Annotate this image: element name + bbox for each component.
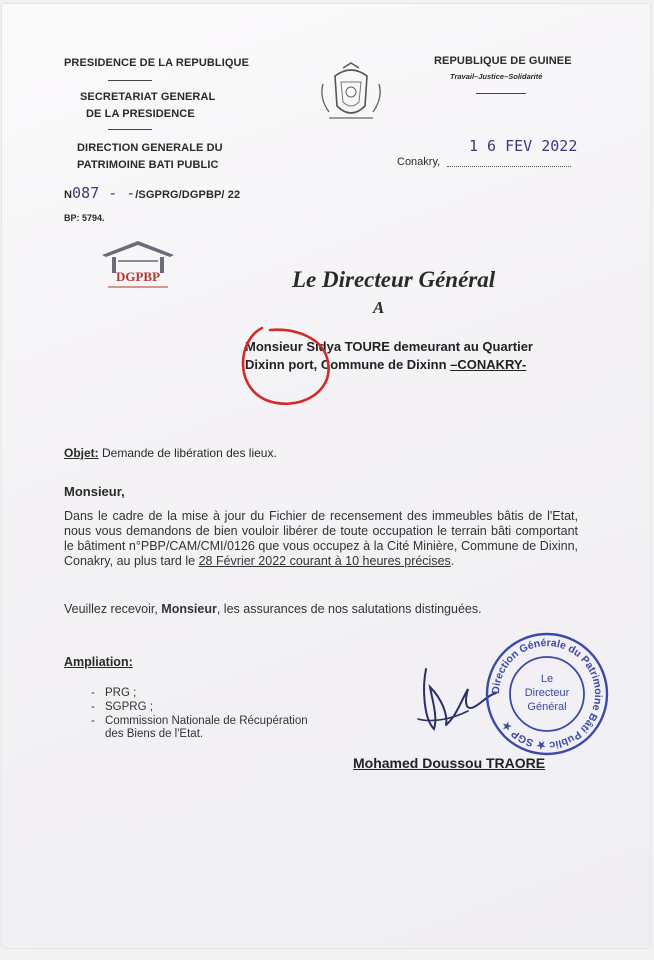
ampliation-list — [105, 686, 308, 728]
po-box: BP: 5794. — [64, 213, 105, 223]
red-circle-annotation — [230, 316, 340, 412]
ampliation-item-continued: des Biens de l'Etat. — [105, 728, 204, 740]
direction-subheading: PATRIMOINE BATI PUBLIC — [77, 159, 219, 171]
sender-title: Le Directeur Général — [292, 267, 496, 292]
stamp-line-1: Le — [540, 673, 554, 685]
ampliation-item: - Commission Nationale de Récupération — [105, 714, 308, 728]
country-heading: REPUBLIQUE DE GUINEE — [434, 55, 572, 67]
subject-label: Objet: — [64, 446, 99, 460]
body-end: . — [450, 554, 455, 568]
divider — [476, 93, 526, 94]
official-stamp — [482, 629, 612, 759]
salutation: Monsieur, — [64, 484, 125, 499]
closing-formula — [64, 602, 482, 616]
direction-heading: DIRECTION GENERALE DU — [77, 142, 223, 154]
stamp-ring-text: Direction Générale du Patrimoine Bâti Public ★ SGP ★ — [489, 636, 605, 752]
recipient-line-1: Monsieur Sidya TOURE demeurant au Quartier — [245, 339, 533, 354]
national-motto: Travail–Justice–Solidarité — [450, 72, 543, 81]
addressee-prefix: A — [373, 298, 385, 317]
ampliation-item: - SGPRG ; — [105, 700, 308, 714]
secretariat-heading: SECRETARIAT GENERAL — [80, 91, 216, 103]
stamp-line-3: Général — [527, 701, 567, 713]
coat-of-arms — [315, 62, 387, 126]
logo-text: DGPBP — [115, 269, 161, 284]
body-text: Dans le cadre de la mise à jour du Fichier de recensement des immeubles bâtis de l'Etat, nous vous demandons de bien vouloir libérer de toute occupation le terrain bâti comportant le bâtiment n°PBP/CAM/CMI/0126 que vous occupez à la Cité Minière, Commune de Dixinn, Conakry, au plus tard le — [64, 509, 578, 568]
stamp-icon — [482, 629, 612, 759]
recipient-city: –CONAKRY- — [450, 357, 527, 372]
body-paragraph — [64, 509, 578, 569]
subject-line — [64, 446, 277, 460]
presidency-heading: PRESIDENCE DE LA REPUBLIQUE — [64, 57, 250, 69]
coat-of-arms-icon — [315, 62, 387, 126]
stamp-line-2: Directeur — [524, 687, 570, 699]
place-label: Conakry, — [397, 156, 441, 168]
subject-text: Demande de libération des lieux. — [102, 446, 277, 460]
secretariat-subheading: DE LA PRESIDENCE — [86, 108, 195, 120]
signatory-name: Mohamed Doussou TRAORE — [353, 755, 546, 771]
divider — [108, 129, 152, 130]
recipient-address: Dixinn port, Commune de Dixinn — [245, 357, 451, 372]
date-line — [447, 166, 571, 167]
reference-number — [64, 184, 240, 203]
closing-address: Monsieur — [161, 602, 217, 616]
deadline-text: 28 Février 2022 courant à 10 heures précises — [198, 554, 451, 568]
dgpbp-logo-icon — [98, 237, 178, 295]
ref-prefix: N — [64, 189, 73, 201]
ref-number: 087 - - — [72, 184, 136, 202]
closing-end: , les assurances de nos salutations distinguées. — [216, 602, 482, 616]
closing-start: Veuillez recevoir, — [64, 602, 162, 616]
ref-suffix: /SGPRG/DGPBP/ 22 — [135, 189, 241, 201]
divider — [108, 80, 152, 81]
date-stamp: 1 6 FEV 2022 — [469, 137, 578, 155]
letter-sheet — [2, 4, 650, 948]
dgpbp-logo — [98, 237, 178, 295]
ampliation-item: - PRG ; — [105, 686, 308, 700]
ampliation-heading: Ampliation: — [64, 655, 133, 669]
